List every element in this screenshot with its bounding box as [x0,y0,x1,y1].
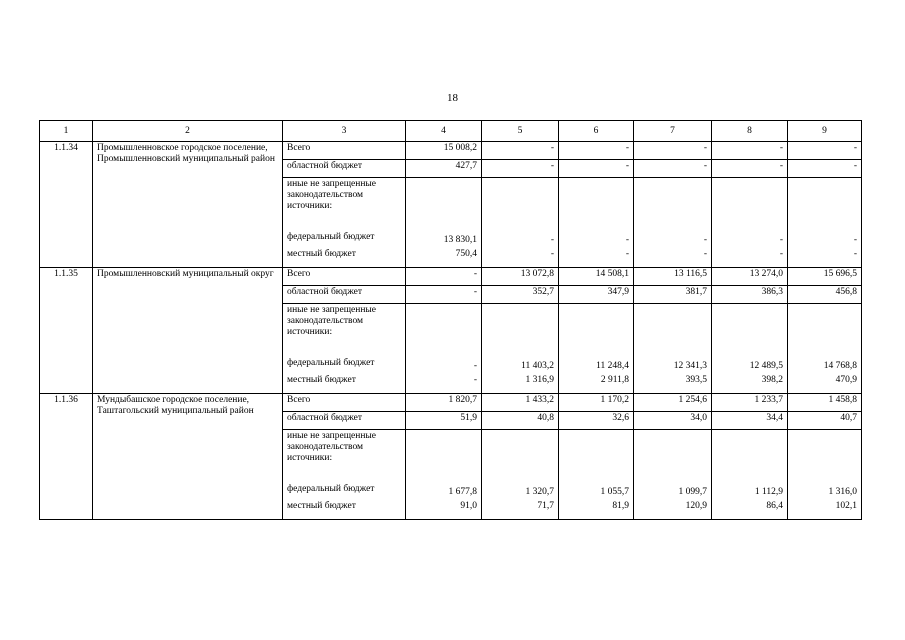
value-cell: - [482,160,559,178]
value-cell: 11 403,2 [482,357,559,374]
value-cell: - [559,160,634,178]
value-cell: 1 254,6 [634,394,712,412]
value-cell: - [634,231,712,248]
value-cell: 40,8 [482,412,559,430]
value-cell: 381,7 [634,286,712,304]
value-cell: 91,0 [406,500,482,520]
table-row [40,394,862,412]
value-cell: 456,8 [788,286,862,304]
value-cell [559,178,634,232]
value-cell: 13 830,1 [406,231,482,248]
budget-source-label: иные не запрещенные законодательством источники: [283,178,406,232]
value-cell: 12 341,3 [634,357,712,374]
budget-source-label: иные не запрещенные законодательством источники: [283,304,406,358]
value-cell: 2 911,8 [559,374,634,394]
value-cell: 11 248,4 [559,357,634,374]
value-cell: - [788,248,862,268]
value-cell: - [634,160,712,178]
table-row [40,142,862,160]
value-cell [788,178,862,232]
value-cell [634,304,712,358]
value-cell: 1 316,9 [482,374,559,394]
value-cell: 393,5 [634,374,712,394]
value-cell: - [559,248,634,268]
value-cell: 1 233,7 [712,394,788,412]
value-cell: - [406,357,482,374]
column-header: 2 [93,121,283,142]
value-cell: - [406,286,482,304]
budget-source-label: областной бюджет [283,286,406,304]
value-cell: 15 696,5 [788,268,862,286]
value-cell: 352,7 [482,286,559,304]
value-cell: 750,4 [406,248,482,268]
value-cell: - [712,248,788,268]
value-cell: 14 768,8 [788,357,862,374]
value-cell [712,178,788,232]
value-cell: 51,9 [406,412,482,430]
value-cell: 13 274,0 [712,268,788,286]
value-cell: 34,4 [712,412,788,430]
budget-source-label: федеральный бюджет [283,231,406,248]
value-cell: - [788,160,862,178]
value-cell [406,178,482,232]
value-cell: 1 112,9 [712,483,788,500]
value-cell: 1 170,2 [559,394,634,412]
budget-source-label: федеральный бюджет [283,357,406,374]
row-code: 1.1.34 [40,142,93,268]
column-header: 7 [634,121,712,142]
row-code: 1.1.36 [40,394,93,520]
budget-source-label: областной бюджет [283,412,406,430]
budget-source-label: местный бюджет [283,500,406,520]
budget-source-label: иные не запрещенные законодательством источники: [283,430,406,484]
value-cell: - [482,231,559,248]
municipality-name: Промышленновское городское поселение, Промышленновский муниципальный район [93,142,283,268]
value-cell [712,304,788,358]
value-cell: 1 433,2 [482,394,559,412]
municipality-name: Промышленновский муниципальный округ [93,268,283,394]
value-cell: 1 458,8 [788,394,862,412]
value-cell: - [712,142,788,160]
value-cell: 34,0 [634,412,712,430]
row-code: 1.1.35 [40,268,93,394]
municipality-name: Мундыбашское городское поселение, Таштагольский муниципальный район [93,394,283,520]
value-cell: 1 055,7 [559,483,634,500]
budget-source-label: федеральный бюджет [283,483,406,500]
value-cell: - [788,142,862,160]
value-cell: 32,6 [559,412,634,430]
value-cell [482,178,559,232]
value-cell: 1 316,0 [788,483,862,500]
value-cell: - [559,142,634,160]
value-cell: 13 072,8 [482,268,559,286]
budget-source-label: Всего [283,394,406,412]
value-cell: - [559,231,634,248]
value-cell: - [712,160,788,178]
value-cell: - [712,231,788,248]
column-header: 3 [283,121,406,142]
column-header: 5 [482,121,559,142]
value-cell: 86,4 [712,500,788,520]
budget-source-label: Всего [283,268,406,286]
value-cell: 427,7 [406,160,482,178]
value-cell: 81,9 [559,500,634,520]
value-cell: - [788,231,862,248]
value-cell: 14 508,1 [559,268,634,286]
value-cell: 15 008,2 [406,142,482,160]
value-cell [788,304,862,358]
value-cell: - [482,248,559,268]
column-header: 8 [712,121,788,142]
value-cell: 12 489,5 [712,357,788,374]
budget-table [39,120,862,520]
value-cell [482,304,559,358]
value-cell: 1 677,8 [406,483,482,500]
value-cell: 102,1 [788,500,862,520]
budget-source-label: местный бюджет [283,374,406,394]
value-cell: 1 820,7 [406,394,482,412]
value-cell: 386,3 [712,286,788,304]
column-header: 9 [788,121,862,142]
value-cell: 120,9 [634,500,712,520]
value-cell [406,304,482,358]
value-cell: 13 116,5 [634,268,712,286]
value-cell: - [406,268,482,286]
value-cell: 40,7 [788,412,862,430]
value-cell [482,430,559,484]
value-cell: - [482,142,559,160]
value-cell: - [634,248,712,268]
value-cell: 347,9 [559,286,634,304]
value-cell [634,178,712,232]
value-cell: 1 099,7 [634,483,712,500]
value-cell [712,430,788,484]
budget-source-label: Всего [283,142,406,160]
value-cell: - [406,374,482,394]
value-cell [634,430,712,484]
value-cell [559,304,634,358]
value-cell [559,430,634,484]
budget-source-label: местный бюджет [283,248,406,268]
budget-source-label: областной бюджет [283,160,406,178]
column-header: 1 [40,121,93,142]
value-cell: 470,9 [788,374,862,394]
page-number: 18 [447,92,458,104]
column-header: 4 [406,121,482,142]
column-header: 6 [559,121,634,142]
value-cell: 398,2 [712,374,788,394]
value-cell: 1 320,7 [482,483,559,500]
value-cell [406,430,482,484]
value-cell: 71,7 [482,500,559,520]
value-cell [788,430,862,484]
header-row [40,121,862,142]
table-row [40,268,862,286]
value-cell: - [634,142,712,160]
